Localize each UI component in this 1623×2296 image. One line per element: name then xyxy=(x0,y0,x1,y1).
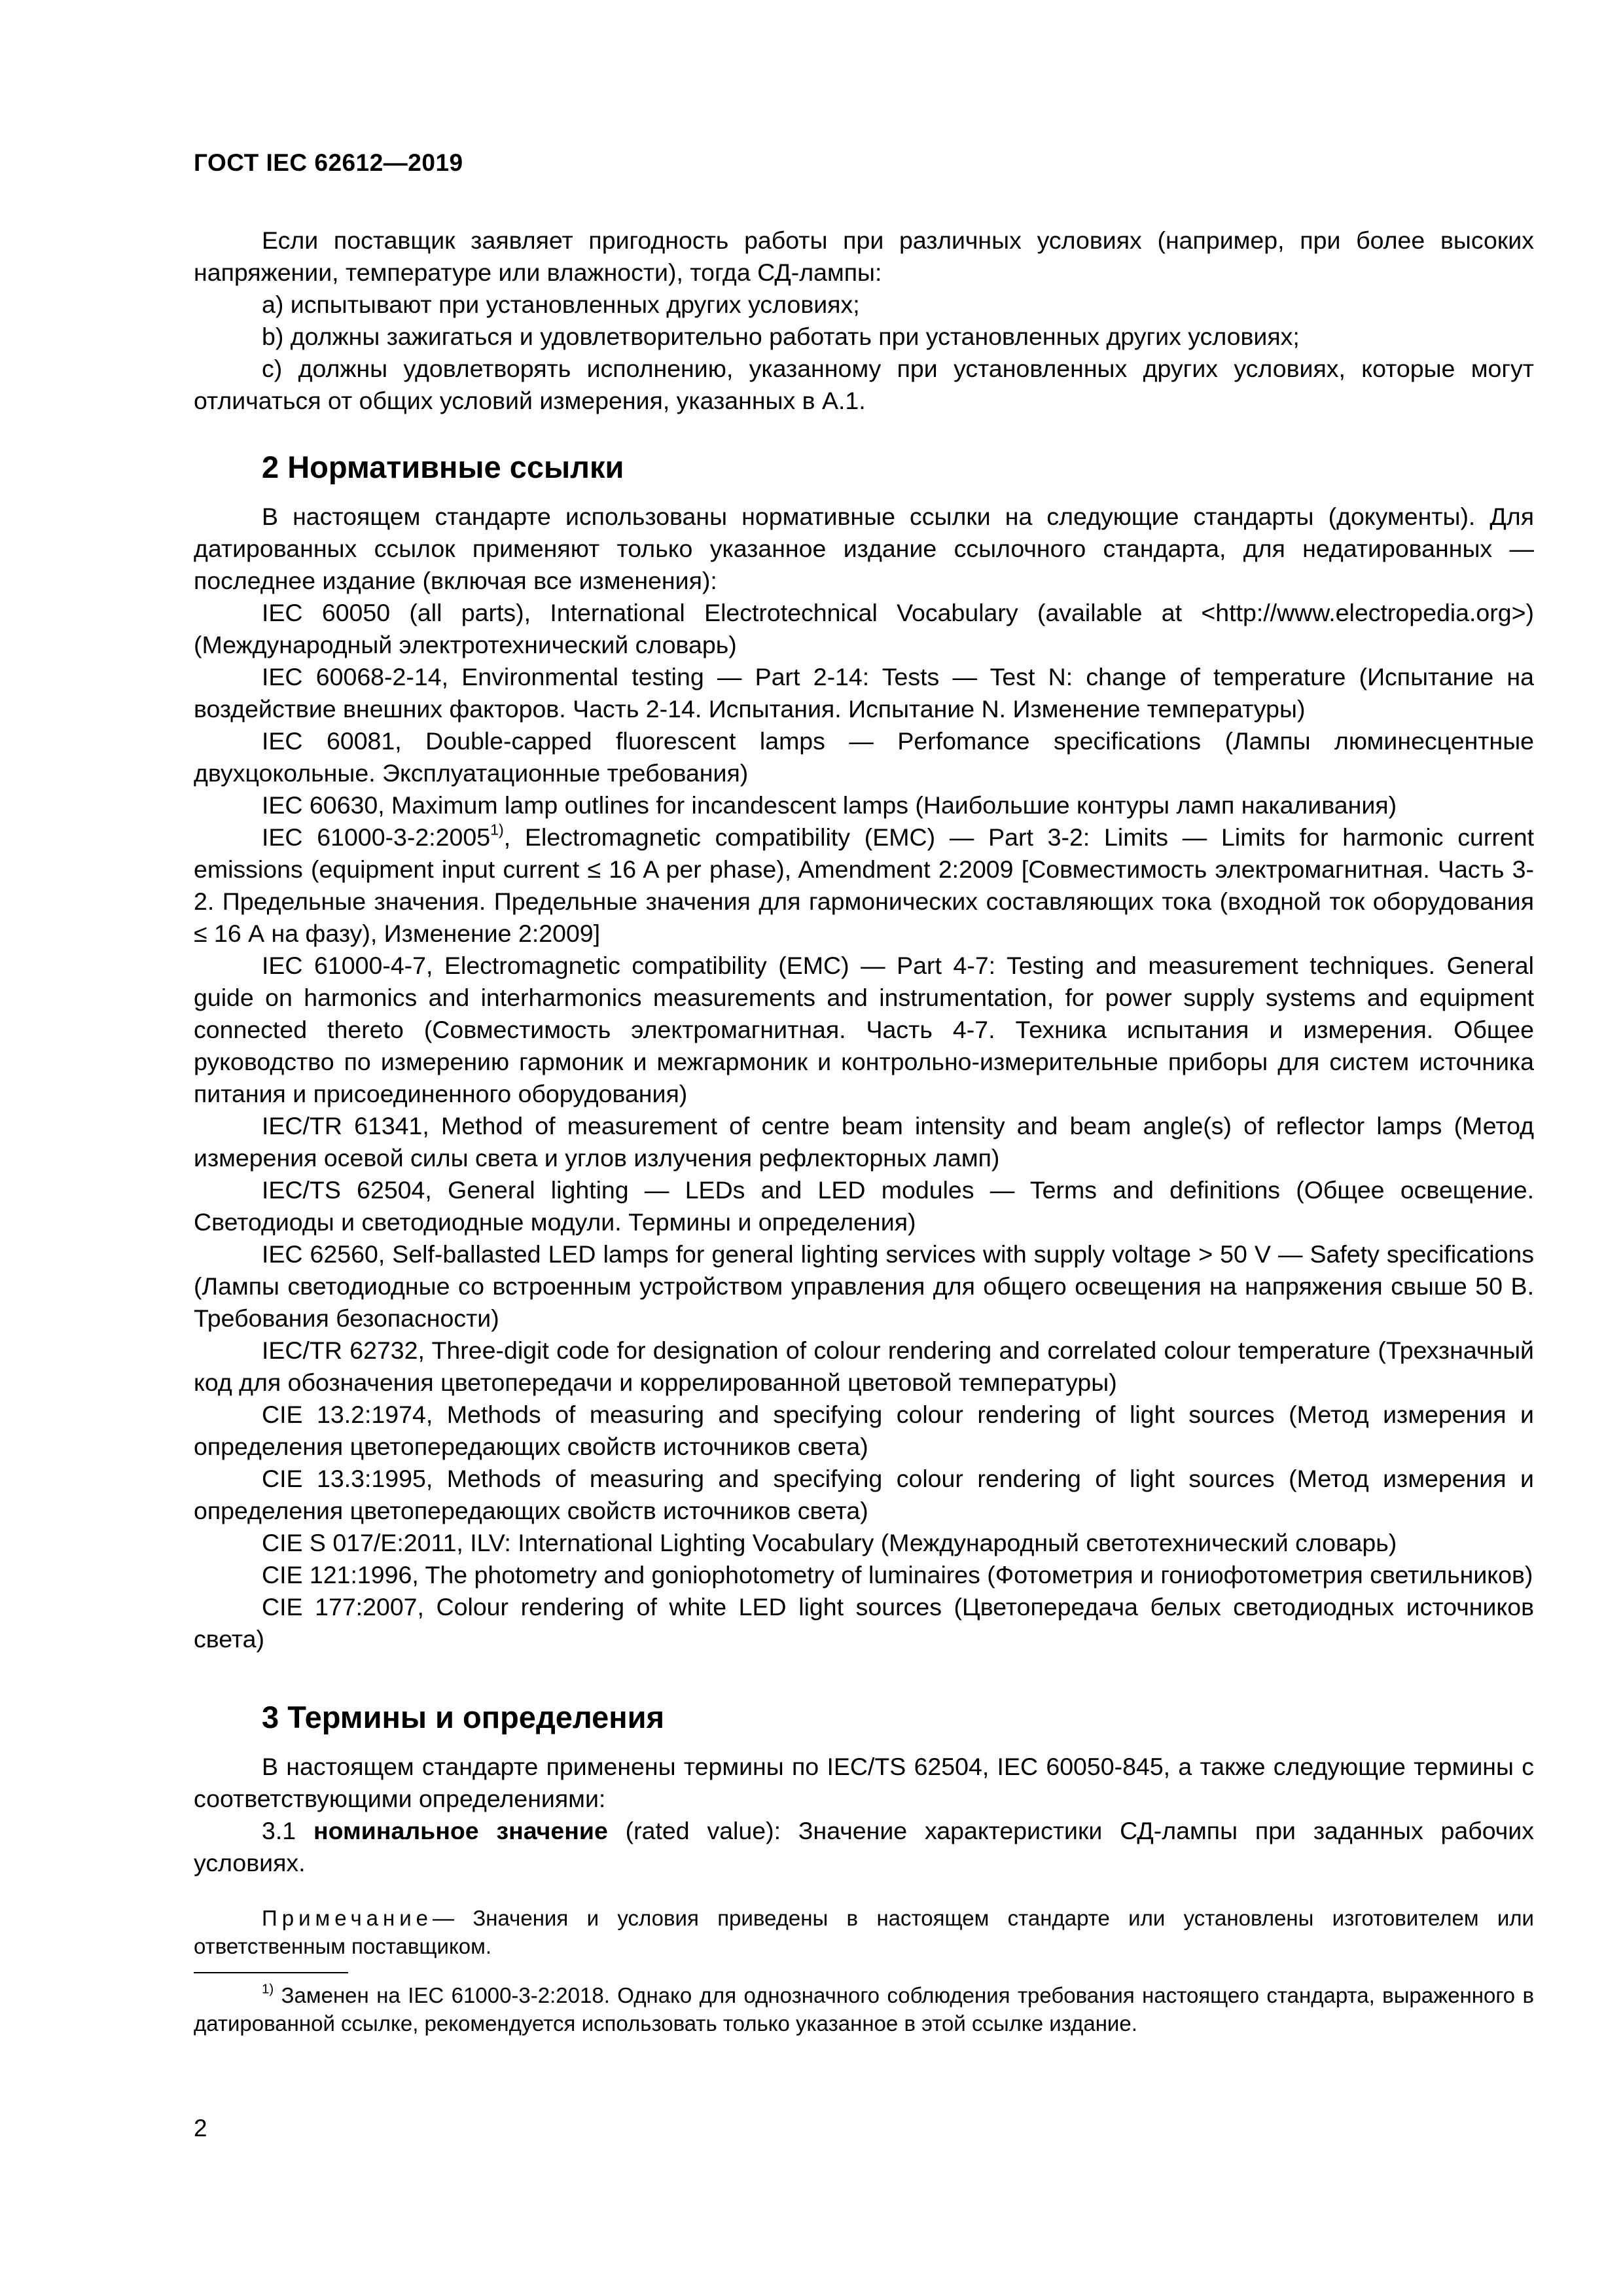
term-definition xyxy=(194,1815,1534,1879)
reference-item: IEC 61000-4-7, Electromagnetic compatibility (EMC) — Part 4-7: Testing and measurement techniques. General guide on harmonics and interharmonics measurements and instrumentation, for power supply systems and equipment connected thereto (Совместимость электромагнитная. Часть 4-7. Техника испытания и измерения. Общее руководство по измерению гармоник и межгармоник и контрольно-измерительные приборы для систем источника питания и присоединенного оборудования) xyxy=(194,952,1534,1107)
reference-id: IEC 61000-3-2:2005 xyxy=(262,823,491,851)
footnote-marker: 1) xyxy=(262,1981,274,1997)
note xyxy=(194,1904,1534,1960)
footnote-ref-marker[interactable]: 1) xyxy=(490,821,504,838)
page-content xyxy=(194,224,1534,2037)
intro-paragraph: Если поставщик заявляет пригодность работы при различных условиях (например, при более высоких напряжении, температуре или влажности), тогда СД-лампы: xyxy=(194,226,1534,286)
reference-item: CIE S 017/E:2011, ILV: International Lighting Vocabulary (Международный светотехнический словарь) xyxy=(262,1529,1397,1556)
section-2-title: 2 Нормативные ссылки xyxy=(262,450,624,484)
reference-item: IEC 62560, Self-ballasted LED lamps for general lighting services with supply voltage > 50 V — Safety specifications (Лампы светодиодные со встроенным устройством управления для общего освещения на напряжения свыше 50 В. Требования безопасности) xyxy=(194,1240,1534,1332)
reference-item: IEC 60081, Double-capped fluorescent lamps — Perfomance specifications (Лампы люминесцентные двухцокольные. Эксплуатационные требования) xyxy=(194,727,1534,787)
reference-item: IEC/TR 61341, Method of measurement of centre beam intensity and beam angle(s) of reflector lamps (Метод измерения осевой силы света и углов излучения рефлекторных ламп) xyxy=(194,1112,1534,1172)
list-item: a) испытывают при установленных других условиях; xyxy=(262,291,860,318)
reference-item: IEC 60630, Maximum lamp outlines for incandescent lamps (Наибольшие контуры ламп накаливания) xyxy=(262,791,1397,819)
list-item: b) должны зажигаться и удовлетворительно работать при установленных других условиях; xyxy=(262,323,1300,350)
footnote xyxy=(194,1981,1534,2037)
footnote-divider xyxy=(194,1972,348,1973)
reference-item: CIE 13.2:1974, Methods of measuring and specifying colour rendering of light sources (Метод измерения и определения цветопередающих свойств источников света) xyxy=(194,1401,1534,1460)
section-2-intro: В настоящем стандарте использованы нормативные ссылки на следующие стандарты (документы). Для датированных ссылок применяют только указанное издание ссылочного стандарта, для недатированных — последнее издание (включая все изменения): xyxy=(194,503,1534,594)
reference-item-footnoted xyxy=(194,821,1534,950)
page-number: 2 xyxy=(194,2115,207,2142)
note-label: Примечание xyxy=(262,1906,433,1930)
list-item: c) должны удовлетворять исполнению, указанному при установленных других условиях, которые могут отличаться от общих условий измерения, указанных в А.1. xyxy=(194,355,1534,414)
section-3-intro: В настоящем стандарте применены термины по IEC/TS 62504, IEC 60050-845, а также следующие термины с соответствующими определениями: xyxy=(194,1753,1534,1812)
reference-item: CIE 13.3:1995, Methods of measuring and specifying colour rendering of light sources (Метод измерения и определения цветопередающих свойств источников света) xyxy=(194,1465,1534,1524)
reference-item: IEC/TR 62732, Three-digit code for designation of colour rendering and correlated colour temperature (Трехзначный код для обозначения цветопередачи и коррелированной цветовой температуры) xyxy=(194,1336,1534,1396)
term-text: (rated value): Значение характеристики СД-лампы при заданных рабочих условиях. xyxy=(194,1817,1535,1876)
reference-item: IEC/TS 62504, General lighting — LEDs and LED modules — Terms and definitions (Общее освещение. Светодиоды и светодиодные модули. Термины и определения) xyxy=(194,1176,1534,1236)
footnote-text: Заменен на IEC 61000-3-2:2018. Однако для однозначного соблюдения требования настоящего стандарта, выраженного в датированной ссылке, рекомендуется использовать только указанное в этой ссылке издание. xyxy=(194,1983,1534,2036)
reference-item: CIE 121:1996, The photometry and goniophotometry of luminaires (Фотометрия и гониофотометрия светильников) xyxy=(262,1561,1533,1588)
reference-item: IEC 60068-2-14, Environmental testing — Part 2-14: Tests — Test N: change of temperature (Испытание на воздействие внешних факторов. Часть 2-14. Испытания. Испытание N. Изменение температуры) xyxy=(194,663,1534,723)
term-number: 3.1 xyxy=(262,1817,296,1844)
term-name: номинальное значение xyxy=(313,1817,608,1844)
document-header: ГОСТ IEC 62612—2019 xyxy=(194,149,463,176)
reference-text: , Electromagnetic compatibility (EMC) — Part 3-2: Limits — Limits for harmonic current emissions (equipment input current ≤ 16 A per phase), Amendment 2:2009 [Совместимость электромагнитная. Часть 3-2. Предельные значения. Предельные значения для гармонических составляющих тока (входной ток оборудования ≤ 16 А на фазу), Изменение 2:2009] xyxy=(194,823,1534,947)
section-3-title: 3 Термины и определения xyxy=(262,1700,664,1734)
reference-item: IEC 60050 (all parts), International Electrotechnical Vocabulary (available at <http://www.electropedia.org>) (Международный электротехнический словарь) xyxy=(194,599,1534,658)
note-text: — Значения и условия приведены в настоящем стандарте или установлены изготовителем или ответственным поставщиком. xyxy=(194,1906,1534,1958)
reference-item: CIE 177:2007, Colour rendering of white LED light sources (Цветопередача белых светодиодных источников света) xyxy=(194,1593,1534,1653)
